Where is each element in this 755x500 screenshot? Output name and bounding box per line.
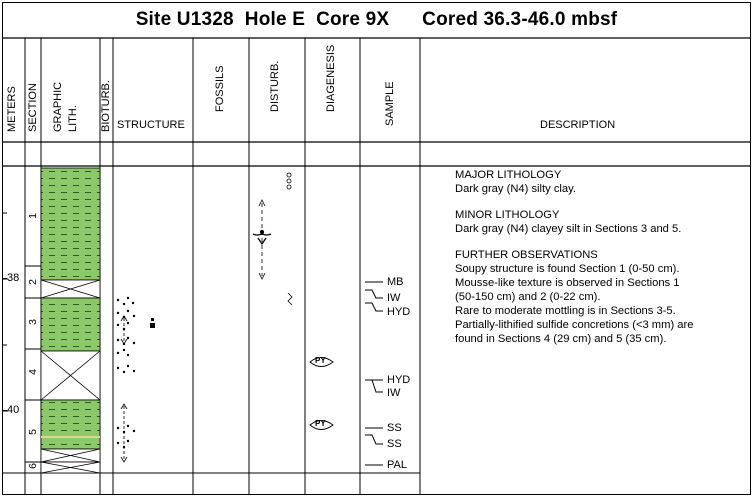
pyrite-label: PY — [315, 356, 326, 365]
pyrite-label: PY — [315, 419, 326, 428]
observation-line: (50-150 cm) and 2 (0-22 cm). — [455, 291, 601, 303]
major-lithology-heading: MAJOR LITHOLOGY — [455, 169, 562, 181]
section-6: 6 — [27, 463, 39, 469]
meter-40: 40 — [7, 404, 20, 416]
sample-mb: MB — [387, 276, 404, 288]
sample-pal: PAL — [387, 459, 407, 471]
col-graphic: GRAPHIC — [52, 81, 64, 132]
hole-label: Hole E — [244, 9, 306, 30]
observation-line: Partially-lithified sulfide concretions (<3 mm) are — [455, 319, 694, 331]
col-fossils: FOSSILS — [214, 65, 226, 112]
mottling-icon — [117, 440, 129, 448]
structure-symbols — [117, 297, 155, 448]
mottling-icon — [117, 322, 129, 330]
further-observations-heading: FURTHER OBSERVATIONS — [455, 249, 598, 261]
observation-line: found in Sections 4 (29 cm) and 5 (35 cm). — [455, 333, 667, 345]
col-section: SECTION — [27, 83, 39, 132]
soupy-icon — [287, 173, 291, 189]
lith-unit-2 — [41, 298, 100, 351]
mottling-icon — [117, 365, 135, 373]
core-label: Core 9X — [316, 9, 390, 30]
section-4: 4 — [27, 369, 39, 375]
section-2: 2 — [27, 279, 39, 285]
disturbance-symbols — [253, 173, 292, 305]
sample-iw: IW — [387, 387, 401, 399]
sample-hyd: HYD — [387, 306, 411, 318]
col-description: DESCRIPTION — [540, 119, 616, 131]
graphic-lithology — [41, 168, 100, 473]
lith-unit-3 — [41, 400, 100, 449]
sample-ss: SS — [387, 438, 402, 450]
col-lith: LITH. — [67, 105, 79, 132]
col-diagenesis: DIAGENESIS — [325, 44, 337, 112]
col-sample: SAMPLE — [384, 81, 396, 126]
sample-markers — [365, 282, 383, 465]
section-5: 5 — [27, 429, 39, 435]
col-bioturb: BIOTURB. — [100, 80, 112, 132]
description-block — [455, 168, 745, 346]
minor-lithology-heading: MINOR LITHOLOGY — [455, 209, 560, 221]
site-label: Site U1328 — [135, 9, 234, 30]
major-lithology-text: Dark gray (N4) silty clay. — [455, 183, 577, 195]
mottling-icon — [117, 297, 134, 305]
observation-line: Soupy structure is found Section 1 (0-50 cm). — [455, 263, 680, 275]
structure-range-arrows — [121, 316, 127, 462]
minor-lithology-text: Dark gray (N4) clayey silt in Sections 3 and 5. — [455, 223, 682, 235]
col-disturb: DISTURB. — [269, 60, 281, 112]
sample-hyd: HYD — [387, 374, 411, 386]
sample-ss: SS — [387, 422, 402, 434]
concretion-icon — [151, 318, 154, 321]
col-meters: METERS — [6, 86, 18, 132]
mottling-icon — [117, 349, 129, 356]
concretion-icon — [150, 323, 155, 328]
section-3: 3 — [27, 319, 39, 325]
section-1: 1 — [27, 213, 39, 219]
mottling-icon — [117, 425, 135, 433]
meter-ticks — [2, 213, 8, 411]
mottling-disturb-icon — [288, 293, 292, 305]
col-structure: STRUCTURE — [117, 119, 185, 131]
observation-line: Mousse-like texture is observed in Sections 1 — [455, 277, 680, 289]
observation-line: Rare to moderate mottling is in Sections 3-5. — [455, 305, 676, 317]
mottling-icon — [117, 310, 135, 318]
sample-iw: IW — [387, 292, 401, 304]
lith-unit-1 — [41, 168, 100, 280]
cored-interval: Cored 36.3-46.0 mbsf — [422, 9, 618, 30]
meter-38: 38 — [7, 272, 20, 284]
